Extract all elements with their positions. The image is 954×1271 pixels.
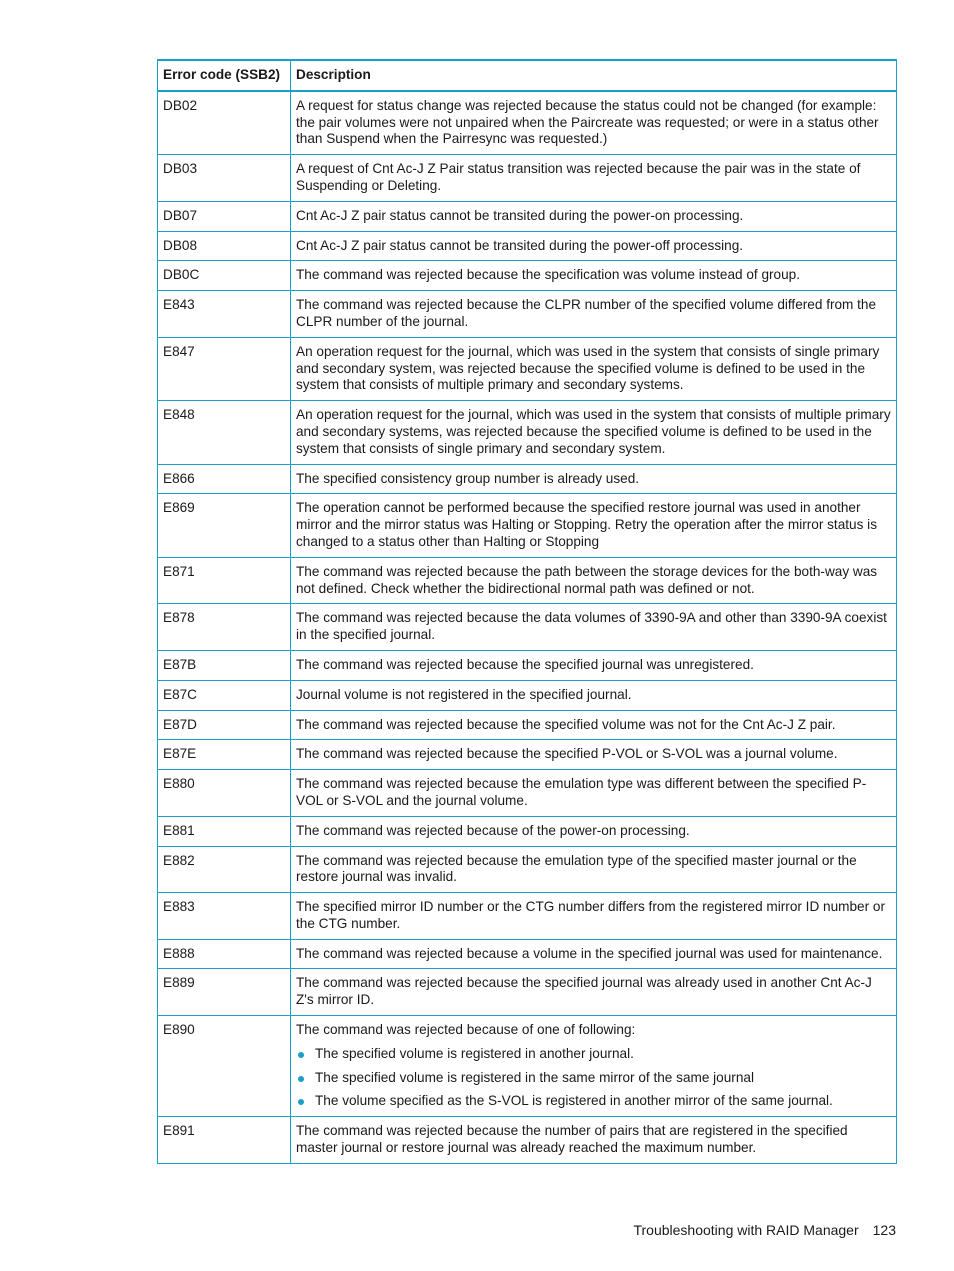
error-code-cell: E883 <box>158 893 291 940</box>
description-text: The command was rejected because the specified volume was not for the Cnt Ac-J Z pair. <box>296 716 836 732</box>
description-text: The command was rejected because of one of following: <box>296 1022 636 1038</box>
description-cell <box>291 291 897 338</box>
error-code-cell: E878 <box>158 604 291 651</box>
error-code-cell: E87E <box>158 740 291 770</box>
description-cell <box>291 231 897 261</box>
table-header-row <box>158 60 897 91</box>
footer-title: Troubleshooting with RAID Manager <box>633 1222 859 1238</box>
bullet-text: The specified volume is registered in another journal. <box>315 1045 634 1061</box>
description-cell <box>291 557 897 604</box>
description-text: The command was rejected because the CLPR number of the specified volume differed from the CLPR number of the journal. <box>296 297 877 329</box>
description-cell <box>291 1117 897 1164</box>
description-text: A request of Cnt Ac-J Z Pair status transition was rejected because the pair was in the state of Suspending or Deleting. <box>296 161 861 193</box>
description-text: An operation request for the journal, which was used in the system that consists of single primary and secondary system, was rejected because the specified volume is defined to be used in the system that consists of multiple primary and secondary systems. <box>296 343 880 393</box>
description-cell <box>291 91 897 155</box>
error-code-cell: E889 <box>158 969 291 1016</box>
table-row <box>158 740 897 770</box>
error-code-cell: E866 <box>158 464 291 494</box>
description-cell <box>291 604 897 651</box>
description-cell <box>291 155 897 202</box>
header-description: Description <box>291 60 897 91</box>
table-row <box>158 494 897 557</box>
description-cell <box>291 261 897 291</box>
description-text: The command was rejected because the emulation type was different between the specified P-VOL or S-VOL and the journal volume. <box>296 776 867 808</box>
error-code-cell: E869 <box>158 494 291 557</box>
table-row <box>158 401 897 464</box>
error-code-cell: E882 <box>158 846 291 893</box>
error-code-cell: E881 <box>158 816 291 846</box>
description-text: Journal volume is not registered in the specified journal. <box>296 686 632 702</box>
description-cell <box>291 464 897 494</box>
table-row <box>158 337 897 400</box>
table-row <box>158 291 897 338</box>
bullet-text: The specified volume is registered in the same mirror of the same journal <box>315 1069 754 1085</box>
description-cell <box>291 201 897 231</box>
description-cell <box>291 893 897 940</box>
description-cell <box>291 680 897 710</box>
bullet-dot-icon <box>298 1076 304 1082</box>
table-row <box>158 201 897 231</box>
description-text: The command was rejected because the number of pairs that are registered in the specified master journal or restore journal was already reached the maximum number. <box>296 1123 848 1156</box>
description-text: Cnt Ac-J Z pair status cannot be transited during the power-on processing. <box>296 207 744 223</box>
table-row <box>158 893 897 940</box>
page-footer <box>633 1222 896 1238</box>
error-code-cell: DB0C <box>158 261 291 291</box>
error-code-cell: E888 <box>158 939 291 969</box>
description-text: The command was rejected because the emulation type of the specified master journal or the restore journal was invalid. <box>296 852 857 885</box>
description-cell <box>291 494 897 557</box>
description-text: The command was rejected because the specified journal was unregistered. <box>296 656 754 672</box>
table-row <box>158 604 897 651</box>
page-number: 123 <box>872 1222 896 1238</box>
description-text: The command was rejected because the data volumes of 3390-9A and other than 3390-9A coexist in the specified journal. <box>296 610 887 643</box>
description-text: The specified consistency group number is already used. <box>296 470 640 486</box>
table-row <box>158 816 897 846</box>
description-text: Cnt Ac-J Z pair status cannot be transited during the power-off processing. <box>296 237 744 253</box>
table-row <box>158 939 897 969</box>
description-text: The command was rejected because a volume in the specified journal was used for maintenance. <box>296 945 883 961</box>
error-code-cell: DB08 <box>158 231 291 261</box>
description-cell <box>291 846 897 893</box>
table-row <box>158 1117 897 1164</box>
error-code-cell: E891 <box>158 1117 291 1164</box>
error-code-cell: E848 <box>158 401 291 464</box>
description-cell <box>291 710 897 740</box>
table-row <box>158 261 897 291</box>
description-text: The command was rejected because the specified P-VOL or S-VOL was a journal volume. <box>296 746 838 762</box>
description-cell <box>291 816 897 846</box>
error-code-cell: DB02 <box>158 91 291 155</box>
description-text: The command was rejected because the specified journal was already used in another Cnt Ac-J Z's mirror ID. <box>296 975 872 1008</box>
description-cell <box>291 650 897 680</box>
description-text: The command was rejected because the specification was volume instead of group. <box>296 267 800 283</box>
bullet-item <box>296 1046 891 1063</box>
table-row <box>158 557 897 604</box>
description-cell <box>291 1016 897 1117</box>
table-body <box>158 91 897 1164</box>
error-code-cell: E87C <box>158 680 291 710</box>
table-row <box>158 969 897 1016</box>
error-code-cell: DB07 <box>158 201 291 231</box>
error-code-cell: E890 <box>158 1016 291 1117</box>
table-row <box>158 650 897 680</box>
error-code-cell: E87D <box>158 710 291 740</box>
description-cell <box>291 401 897 464</box>
bullet-dot-icon <box>298 1052 304 1058</box>
table-row <box>158 1016 897 1117</box>
bullet-item <box>296 1093 891 1110</box>
table-row <box>158 710 897 740</box>
description-text: The specified mirror ID number or the CTG number differs from the registered mirror ID number or the CTG number. <box>296 899 886 931</box>
description-cell <box>291 939 897 969</box>
error-code-cell: E880 <box>158 770 291 817</box>
description-text: A request for status change was rejected because the status could not be changed (for example: the pair volumes were not unpaired when the Paircreate was requested; or were in a status other than Suspend when the Pairresync was requested.) <box>296 97 879 147</box>
description-cell <box>291 337 897 400</box>
error-code-cell: DB03 <box>158 155 291 202</box>
error-code-cell: E871 <box>158 557 291 604</box>
bullet-text: The volume specified as the S-VOL is registered in another mirror of the same journal. <box>315 1093 833 1109</box>
header-error-code: Error code (SSB2) <box>158 60 291 91</box>
bullet-item <box>296 1070 891 1087</box>
error-code-cell: E87B <box>158 650 291 680</box>
description-cell <box>291 740 897 770</box>
description-cell <box>291 969 897 1016</box>
bullet-dot-icon <box>298 1099 304 1105</box>
table-row <box>158 464 897 494</box>
table-row <box>158 846 897 893</box>
table-row <box>158 770 897 817</box>
description-cell <box>291 770 897 817</box>
bullet-list <box>296 1046 891 1110</box>
table-row <box>158 231 897 261</box>
error-code-cell: E843 <box>158 291 291 338</box>
error-code-cell: E847 <box>158 337 291 400</box>
description-text: The command was rejected because of the power-on processing. <box>296 822 690 838</box>
error-code-table <box>157 59 897 1164</box>
description-text: The command was rejected because the path between the storage devices for the both-way was not defined. Check whether the bidirectional normal path was defined or not. <box>296 563 878 596</box>
description-text: An operation request for the journal, which was used in the system that consists of multiple primary and secondary systems, was rejected because the specified volume is defined to be used in the system that consists of single primary and secondary system. <box>296 407 891 456</box>
table-row <box>158 91 897 155</box>
description-text: The operation cannot be performed because the specified restore journal was used in another mirror and the mirror status was Halting or Stopping. Retry the operation after the mirror status is changed to a status other than Halting or Stopping <box>296 500 877 549</box>
table-row <box>158 680 897 710</box>
table-row <box>158 155 897 202</box>
